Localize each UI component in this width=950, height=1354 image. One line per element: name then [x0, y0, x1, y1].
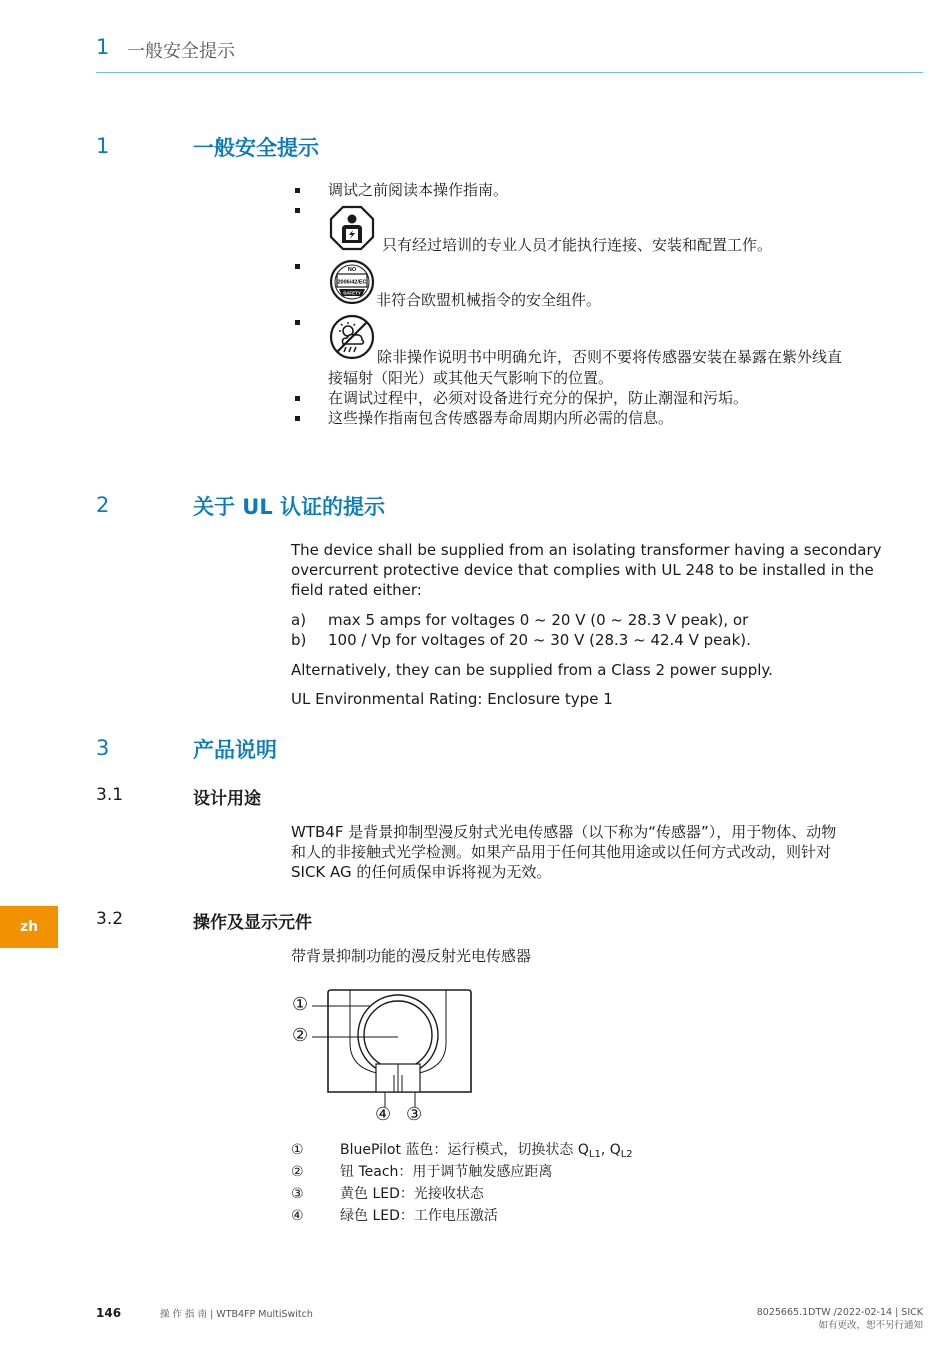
footer-change-notice: 如有更改，恕不另行通知: [818, 1320, 923, 1331]
header-chapter-title: 一般安全提示: [127, 41, 235, 62]
list-item-text: max 5 amps for voltages 0 ~ 20 V (0 ~ 28.3 V peak), or: [328, 611, 749, 629]
section-1-title: 一般安全提示: [193, 136, 319, 160]
safety-icon-safety-text: SAFETY: [343, 290, 361, 296]
sensor-diagram: [290, 985, 480, 1130]
ul-paragraph-line: The device shall be supplied from an isolating transformer having a secondary: [291, 541, 882, 559]
ul-paragraph: UL Environmental Rating: Enclosure type 1: [291, 690, 613, 708]
callout-1: ①: [292, 994, 309, 1015]
section-3-2-number: 3.2: [96, 909, 124, 929]
legend-text: 绿色 LED：工作电压激活: [340, 1208, 498, 1224]
section-3-1-title: 设计用途: [193, 789, 261, 809]
list-item-label: b): [291, 631, 307, 649]
callout-4: ④: [375, 1104, 392, 1125]
legend-text: BluePilot 蓝色：运行模式，切换状态 $Q_{L1}$, $Q_{L2}$: [340, 1142, 633, 1160]
bullet-marker: [295, 264, 300, 269]
bullet-text: 非符合欧盟机械指令的安全组件。: [376, 291, 602, 309]
section-2-number: 2: [96, 493, 110, 517]
section-1-number: 1: [96, 134, 110, 158]
figure-caption: 带背景抑制功能的漫反射光电传感器: [291, 947, 532, 965]
header-divider: [96, 72, 923, 73]
ul-paragraph-line: overcurrent protective device that complies with UL 248 to be installed in the: [291, 561, 874, 579]
legend-number: ③: [291, 1186, 304, 1202]
list-item-label: a): [291, 611, 307, 629]
bullet-marker: [295, 208, 300, 213]
callout-3: ③: [406, 1104, 423, 1125]
section-2-title: 关于 UL 认证的提示: [193, 495, 386, 519]
safety-icon-directive-text: 2006/42/EC: [337, 279, 367, 286]
bullet-marker: [295, 396, 300, 401]
legend-number: ④: [291, 1208, 304, 1224]
legend-number: ②: [291, 1164, 304, 1180]
bullet-marker: [295, 188, 300, 193]
callout-2: ②: [292, 1025, 309, 1046]
header-chapter-number: 1: [96, 35, 110, 59]
bullet-text: 只有经过培训的专业人员才能执行连接、安装和配置工作。: [382, 236, 773, 254]
bullet-text: 这些操作指南包含传感器寿命周期内所必需的信息。: [328, 409, 674, 427]
footer-doc-info: [757, 1306, 923, 1332]
legend-number: ①: [291, 1142, 304, 1158]
footer-document-title: 操 作 指 南 | WTB4FP MultiSwitch: [160, 1309, 313, 1320]
legend-text: 钮 Teach：用于调节触发感应距离: [340, 1164, 553, 1180]
section-3-2-title: 操作及显示元件: [193, 913, 312, 933]
bullet-marker: [295, 416, 300, 421]
safety-icon-no-text: NO: [347, 267, 357, 273]
bullet-text: 除非操作说明书中明确允许，否则不要将传感器安装在暴露在紫外线直: [377, 348, 843, 366]
bullet-text-continued: 接辐射（阳光）或其他天气影响下的位置。: [328, 369, 614, 387]
no-uv-weather-icon: [329, 314, 375, 360]
no-safety-component-icon: [329, 259, 375, 305]
footer-doc-number: 8025665.1DTW /2022-02-14 | SICK: [756, 1307, 923, 1318]
ul-paragraph: Alternatively, they can be supplied from a Class 2 power supply.: [291, 661, 773, 679]
list-item-text: 100 / Vp for voltages of 20 ~ 30 V (28.3 ~ 42.4 V peak).: [328, 631, 751, 649]
language-tab: zh: [0, 906, 58, 948]
bullet-text: 调试之前阅读本操作指南。: [328, 181, 509, 199]
legend-text: 黄色 LED：光接收状态: [340, 1186, 484, 1202]
intended-use-line: WTB4F 是背景抑制型漫反射式光电传感器（以下称为“传感器”），用于物体、动物: [291, 823, 837, 841]
intended-use-line: SICK AG 的任何质保申诉将视为无效。: [291, 863, 552, 881]
page-number: 146: [96, 1306, 122, 1320]
bullet-marker: [295, 320, 300, 325]
bullet-text: 在调试过程中，必须对设备进行充分的保护，防止潮湿和污垢。: [328, 389, 749, 407]
section-3-title: 产品说明: [193, 738, 277, 762]
qualified-personnel-icon: [329, 205, 375, 251]
ul-paragraph-line: field rated either:: [291, 581, 422, 599]
section-3-number: 3: [96, 736, 110, 760]
section-3-1-number: 3.1: [96, 785, 124, 805]
intended-use-line: 和人的非接触式光学检测。如果产品用于任何其他用途或以任何方式改动，则针对: [291, 843, 832, 861]
